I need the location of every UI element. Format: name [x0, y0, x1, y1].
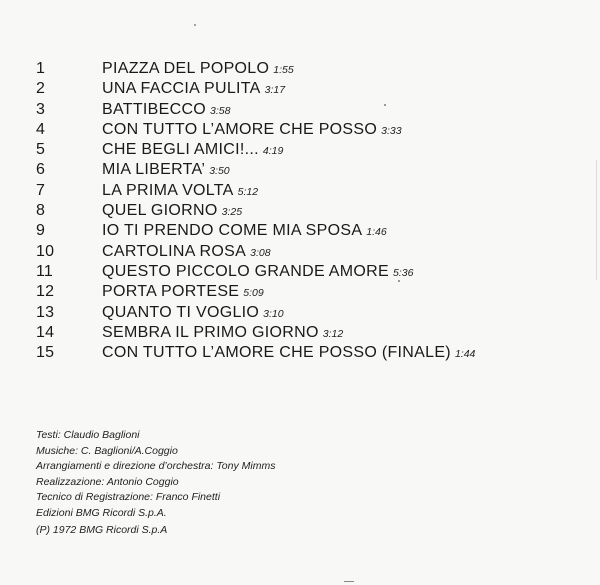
credit-lyrics: Testi: Claudio Baglioni [36, 429, 140, 441]
track-duration: 1:44 [454, 348, 476, 361]
track-row [36, 243, 596, 263]
track-duration: 5:36 [392, 266, 414, 279]
track-number: 12 [36, 283, 55, 301]
track-number: 15 [36, 344, 55, 362]
track-title: PIAZZA DEL POPOLO [102, 60, 270, 77]
track-number: 8 [36, 202, 46, 220]
track-row [36, 344, 596, 364]
scan-speck [194, 24, 196, 26]
track-duration: 4:19 [262, 145, 284, 158]
track-number: 10 [36, 242, 55, 260]
track-number: 1 [36, 60, 46, 77]
track-title: CHE BEGLI AMICI!... [102, 141, 259, 159]
credit-arrangement: Arrangiamenti e direzione d’orchestra: Tony Mimms [36, 460, 276, 473]
track-number: 5 [36, 141, 46, 159]
track-duration: 3:12 [322, 327, 344, 340]
track-duration: 1:55 [273, 64, 294, 76]
track-title: MIA LIBERTA’ [102, 161, 206, 179]
scan-speck [398, 280, 400, 282]
credit-production: Realizzazione: Antonio Coggio [36, 475, 179, 488]
credit-publisher: Edizioni BMG Ricordi S.p.A. [36, 506, 167, 519]
track-title: CARTOLINA ROSA [102, 242, 247, 260]
track-title: IO TI PRENDO COME MIA SPOSA [102, 222, 363, 240]
track-list [36, 60, 596, 364]
track-duration: 5:09 [243, 287, 264, 300]
track-number: 6 [36, 161, 46, 179]
track-row [36, 283, 596, 303]
scan-speck [596, 160, 597, 280]
track-number: 2 [36, 80, 46, 98]
track-number: 14 [36, 323, 55, 341]
track-duration: 3:10 [263, 307, 284, 320]
track-row [36, 80, 596, 100]
track-row [36, 101, 596, 121]
track-duration: 3:33 [381, 124, 402, 137]
track-title: LA PRIMA VOLTA [102, 181, 234, 199]
track-title: BATTIBECCO [102, 100, 207, 118]
track-row [36, 60, 596, 80]
track-title: PORTA PORTESE [102, 283, 240, 301]
track-duration: 3:17 [264, 84, 286, 97]
track-number: 13 [36, 303, 55, 321]
track-duration: 3:25 [221, 206, 243, 219]
track-row [36, 141, 596, 161]
track-row [36, 263, 596, 283]
track-number: 4 [36, 120, 46, 138]
track-number: 7 [36, 181, 46, 199]
track-row [36, 202, 596, 222]
track-number: 9 [36, 222, 46, 240]
track-row [36, 161, 596, 181]
track-number: 3 [36, 100, 46, 118]
track-number: 11 [36, 262, 54, 280]
track-title: QUANTO TI VOGLIO [102, 303, 260, 321]
track-row [36, 304, 596, 324]
track-title: CON TUTTO L’AMORE CHE POSSO (FINALE) [102, 344, 451, 362]
scan-speck [344, 581, 354, 582]
credit-engineer: Tecnico di Registrazione: Franco Finetti [36, 491, 221, 504]
credit-music: Musiche: C. Baglioni/A.Coggio [36, 444, 178, 457]
track-duration: 1:46 [366, 226, 387, 239]
track-row [36, 182, 596, 202]
track-title: QUEL GIORNO [102, 202, 218, 220]
track-duration: 3:58 [210, 104, 231, 117]
credits-block [36, 428, 275, 522]
track-row [36, 222, 596, 242]
track-title: SEMBRA IL PRIMO GIORNO [102, 323, 319, 341]
track-title: CON TUTTO L’AMORE CHE POSSO [102, 120, 378, 138]
track-duration: 3:50 [209, 165, 230, 178]
track-duration: 3:08 [250, 246, 271, 259]
track-row [36, 121, 596, 141]
track-duration: 5:12 [237, 185, 259, 198]
track-title: UNA FACCIA PULITA [102, 80, 261, 98]
copyright-notice: (P) 1972 BMG Ricordi S.p.A [36, 524, 168, 536]
track-row [36, 324, 596, 344]
scan-speck [384, 104, 386, 106]
track-title: QUESTO PICCOLO GRANDE AMORE [102, 262, 389, 280]
